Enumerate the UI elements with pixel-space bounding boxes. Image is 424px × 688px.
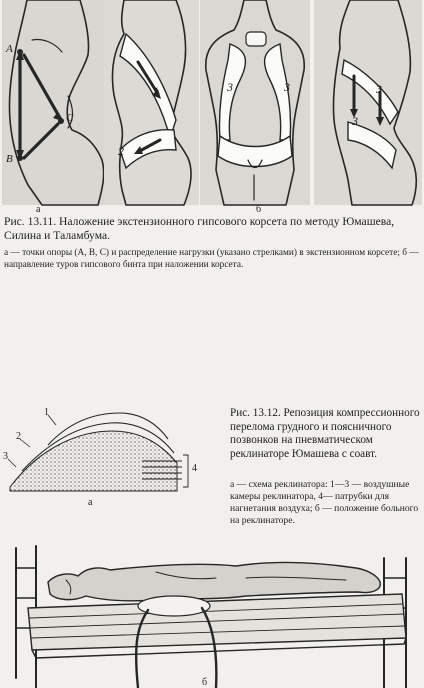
chamber-label-1: 1 [44,407,49,418]
tour-number-3-left: 3 [227,80,233,94]
figure-13-11-panel-back-tours [104,0,199,205]
tour-number-3-side-a: 3 [376,82,382,96]
figure-13-11-panel-a-letter: а [36,204,41,215]
tube-label-4: 4 [192,463,197,474]
support-point-c-label: C [66,112,74,124]
figure-13-12-caption-title: Рис. 13.12. Репозиция компрессионного перелома грудного и поясничного позвонков на пневматическом реклинаторе Юмашева с соавт. [230,407,420,460]
chamber-label-3: 3 [3,451,8,462]
figure-13-11-panel-side-tours [314,0,422,205]
figure-13-11 [0,0,424,285]
figure-13-12-panel-b-letter: б [202,677,208,688]
support-point-a-label: A [6,43,13,55]
figure-13-12-panel-b-patient [6,538,416,688]
figure-13-11-panel-a-torso [2,0,112,205]
figure-13-12-panel-a-letter: а [88,497,93,508]
figure-13-11-caption-title: Рис. 13.11. Наложение экстензионного гипсового корсета по методу Юмашева, Силина и Таламбума. [4,215,395,242]
figure-13-11-panel-b-letter: б [256,204,262,215]
figure-13-12-panel-a-scheme [2,405,207,515]
chamber-label-2: 2 [16,431,21,442]
figure-13-11-caption-note: а — точки опоры (А, В, С) и распределение нагрузки (указано стрелками) в экстензионном корсете; б — направление туров гипсового бинта при наложении корсета. [4,248,419,270]
tour-number-1: 1 [153,84,159,98]
figure-13-12-caption-note: а — схема реклинатора: 1—3 — воздушные камеры реклинатора, 4— патрубки для нагнетания воздуха; б — положение больного на реклинаторе. [230,479,419,526]
figure-13-12 [0,395,424,688]
tour-number-3-right: 3 [284,80,290,94]
figure-13-11-panel-b-front [200,0,310,205]
support-point-b-label: B [6,153,13,165]
tour-number-3-side-b: 3 [352,114,358,128]
tour-number-2: 2 [118,144,124,158]
